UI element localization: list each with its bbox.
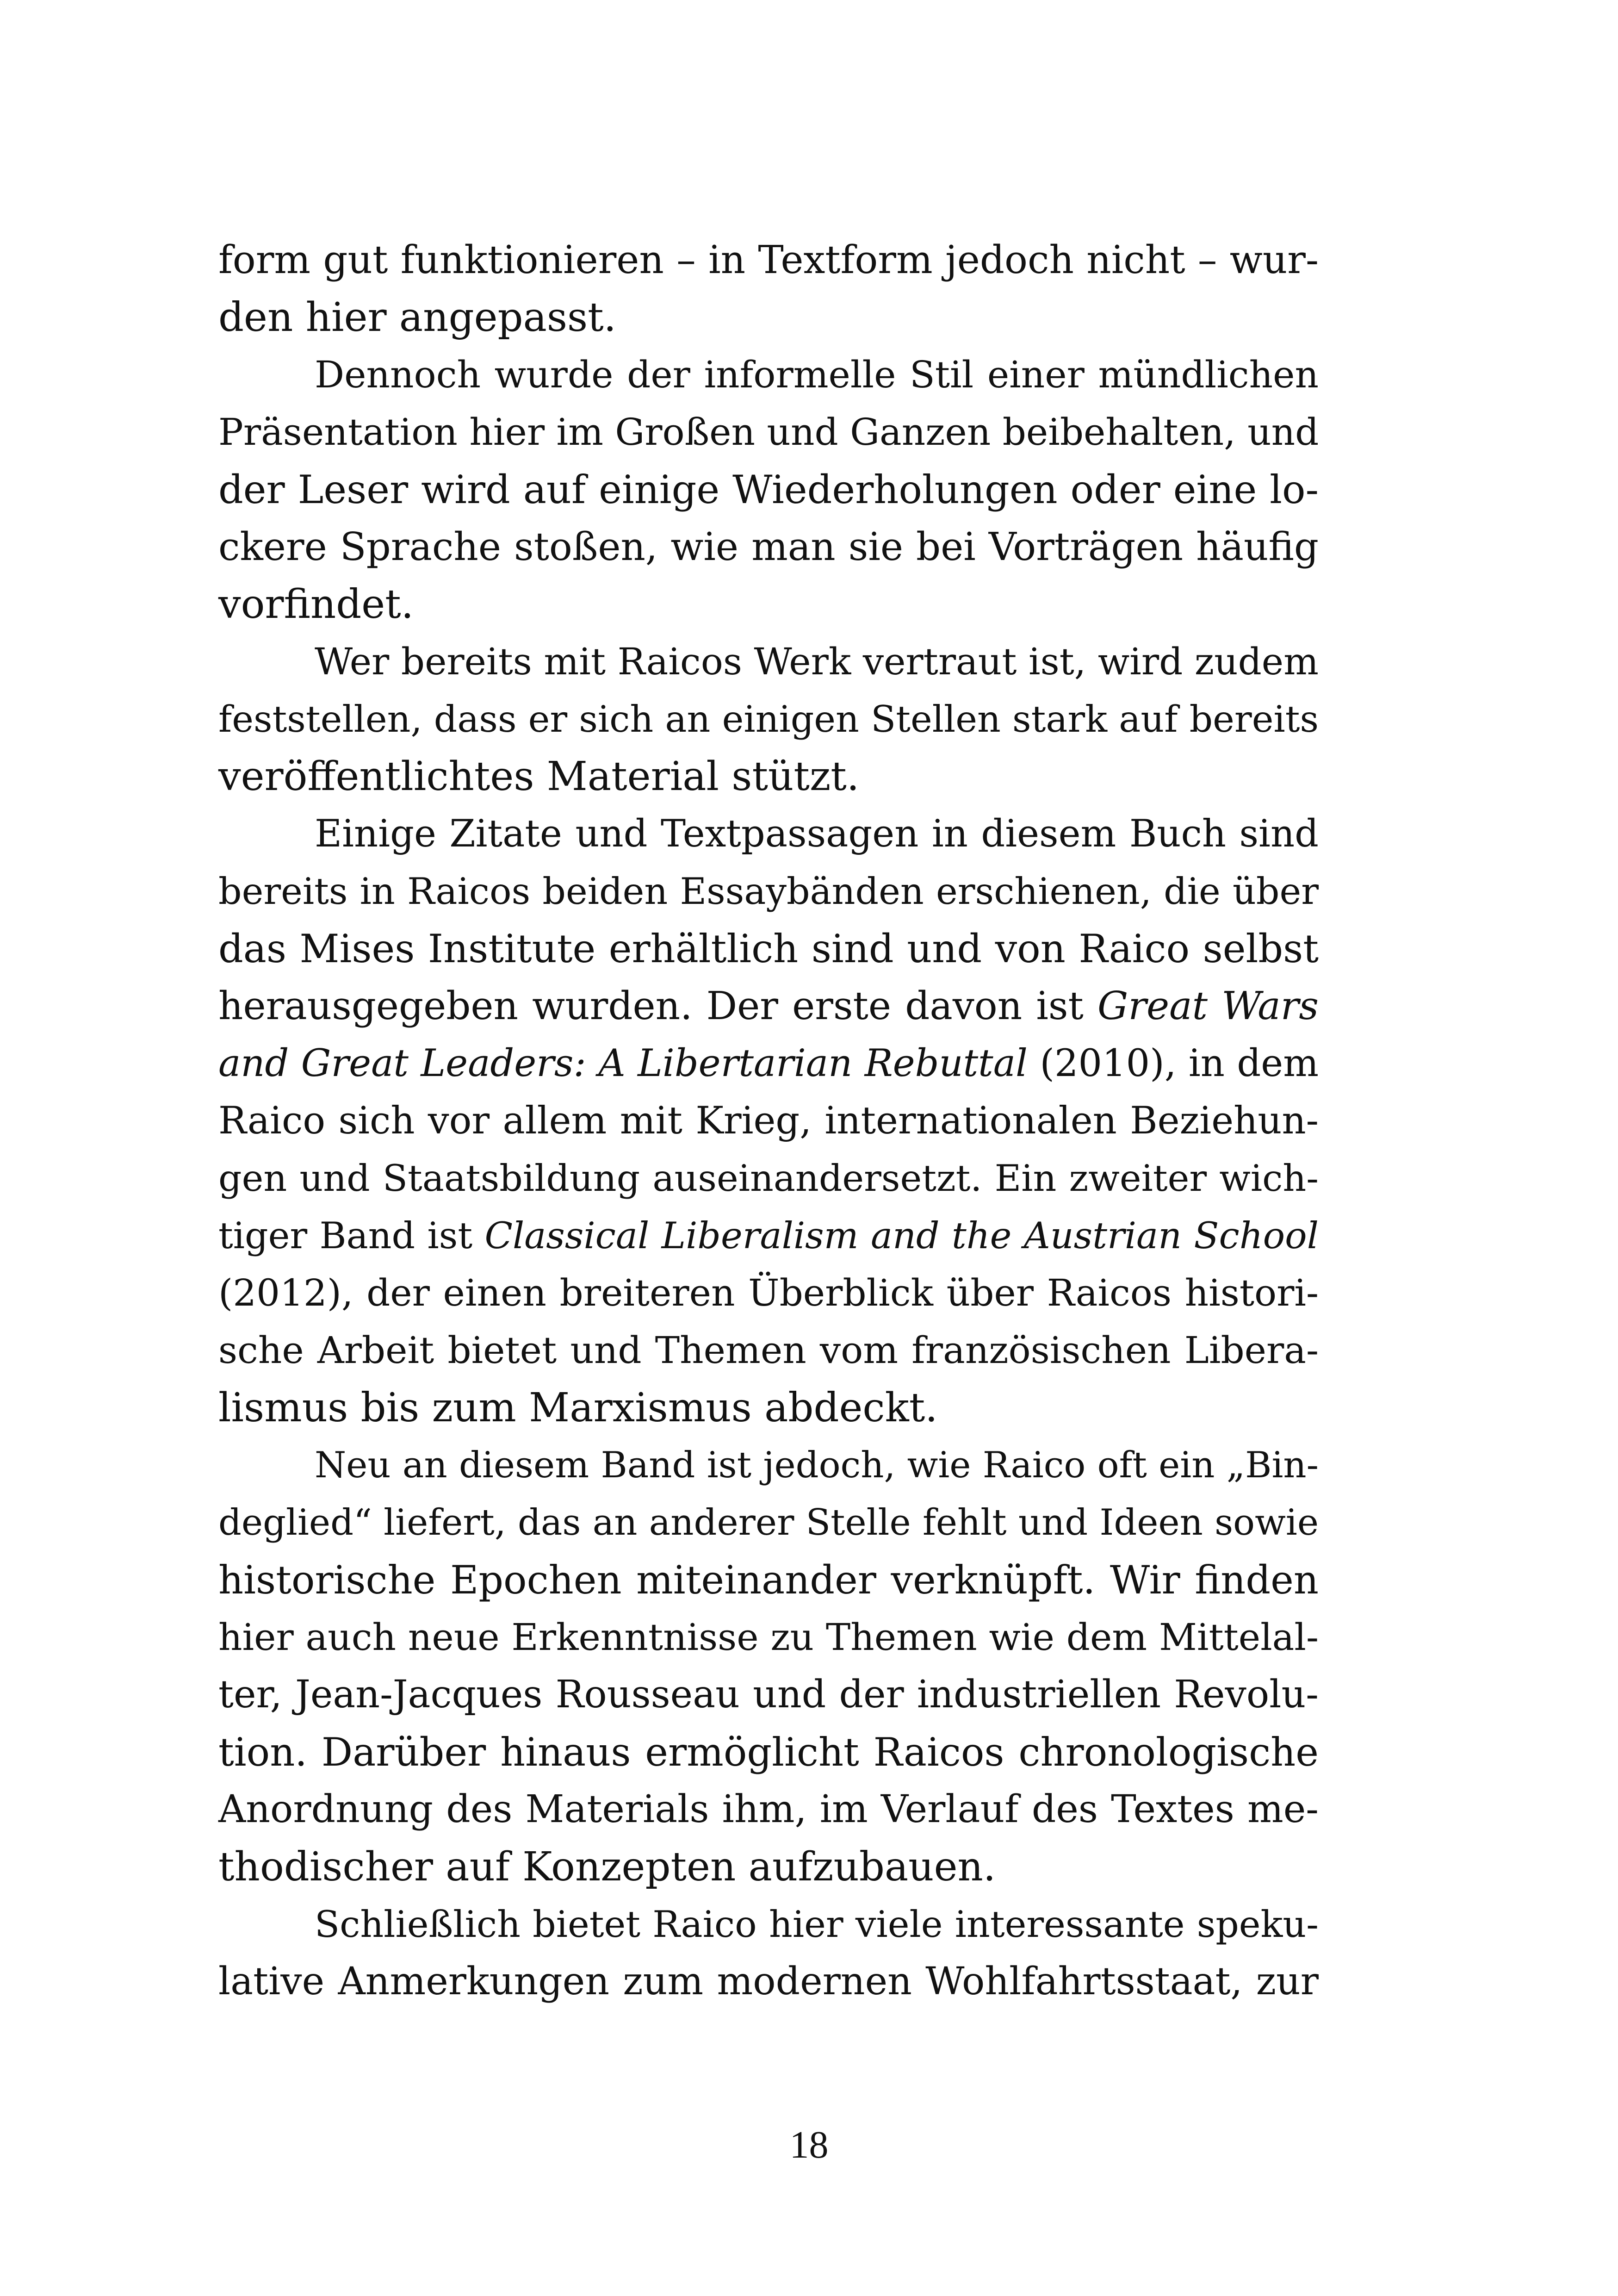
text-segment: Einige Zitate und Textpassagen in diesem Buch sind xyxy=(315,812,1319,856)
text-line xyxy=(218,1953,1319,2010)
text-segment: veröffentlichtes Material stützt. xyxy=(218,753,860,800)
text-segment: lative Anmerkungen zum modernen Wohlfahrtsstaat, zur xyxy=(218,1960,1319,2004)
text-line xyxy=(218,1724,1319,1781)
text-line xyxy=(218,748,1319,805)
text-segment: lismus bis zum Marxismus abdeckt. xyxy=(218,1385,938,1431)
text-segment: hier auch neue Erkenntnisse zu Themen wie dem Mittelal- xyxy=(218,1616,1319,1659)
paragraph xyxy=(218,1896,1319,2010)
text-line xyxy=(218,289,1319,346)
text-line xyxy=(218,805,1319,863)
text-segment: gen und Staatsbildung auseinandersetzt. Ein zweiter wich- xyxy=(218,1157,1319,1200)
text-line xyxy=(218,461,1319,518)
text-segment: Dennoch wurde der informelle Stil einer mündlichen xyxy=(315,353,1319,396)
text-segment: das Mises Institute erhältlich sind und von Raico selbst xyxy=(218,926,1319,971)
text-line xyxy=(218,346,1319,404)
text-line xyxy=(218,518,1319,576)
text-segment: historische Epochen miteinander verknüpft. Wir finden xyxy=(218,1557,1319,1603)
text-segment: Raico sich vor allem mit Krieg, internationalen Beziehun- xyxy=(218,1099,1319,1143)
text-segment: tion. Darüber hinaus ermöglicht Raicos chronologische xyxy=(218,1730,1319,1775)
text-line xyxy=(218,1092,1319,1150)
text-line xyxy=(218,1207,1319,1264)
text-line xyxy=(218,1781,1319,1838)
text-line xyxy=(218,1379,1319,1437)
page-number: 18 xyxy=(789,2123,829,2166)
text-line xyxy=(218,1666,1319,1724)
text-segment: deglied“ liefert, das an anderer Stelle fehlt und Ideen sowie xyxy=(218,1502,1319,1543)
text-segment: bereits in Raicos beiden Essaybänden erschienen, die über xyxy=(218,870,1319,913)
text-line xyxy=(218,1150,1319,1207)
paragraph xyxy=(218,1437,1319,1896)
text-line xyxy=(218,1609,1319,1666)
paragraph xyxy=(218,346,1319,633)
text-segment: Anordnung des Materials ihm, im Verlauf des Textes me- xyxy=(218,1787,1319,1831)
text-segment: form gut funktionieren – in Textform jedoch nicht – wur- xyxy=(218,237,1319,282)
text-segment: Schließlich bietet Raico hier viele interessante speku- xyxy=(315,1903,1319,1946)
text-segment: herausgegeben wurden. Der erste davon ist xyxy=(218,983,1098,1028)
text-segment: vorfindet. xyxy=(218,581,414,628)
text-segment: feststellen, dass er sich an einigen Stellen stark auf bereits xyxy=(218,698,1319,740)
text-segment: Neu an diesem Band ist jedoch, wie Raico oft ein „Bin- xyxy=(315,1444,1319,1486)
text-segment: thodischer auf Konzepten aufzubauen. xyxy=(218,1844,996,1890)
italic-title: and Great Leaders: A Libertarian Rebuttal xyxy=(218,1042,1028,1085)
text-line xyxy=(218,1551,1319,1609)
text-segment: ckere Sprache stoßen, wie man sie bei Vorträgen häufig xyxy=(218,524,1319,569)
text-segment: Präsentation hier im Großen und Ganzen beibehalten, und xyxy=(218,411,1319,454)
text-segment: (2012), der einen breiteren Überblick über Raicos histori- xyxy=(218,1271,1319,1314)
text-line xyxy=(218,691,1319,748)
text-segment: ter, Jean-Jacques Rousseau und der industriellen Revolu- xyxy=(218,1673,1319,1717)
text-segment: sche Arbeit bietet und Themen vom französischen Libera- xyxy=(218,1329,1319,1372)
body-text xyxy=(218,231,1319,2010)
text-segment: Wer bereits mit Raicos Werk vertraut ist, wird zudem xyxy=(315,640,1319,683)
text-line xyxy=(218,1035,1319,1092)
italic-title: Great Wars xyxy=(1097,983,1319,1028)
text-segment: der Leser wird auf einige Wiederholungen oder eine lo- xyxy=(218,467,1319,512)
paragraph xyxy=(218,231,1319,346)
text-line xyxy=(218,576,1319,633)
paragraph xyxy=(218,633,1319,805)
text-segment: (2010), in dem xyxy=(1027,1042,1319,1085)
text-line xyxy=(218,404,1319,461)
text-line xyxy=(218,231,1319,289)
text-line xyxy=(218,1437,1319,1494)
text-line xyxy=(218,920,1319,977)
paragraph xyxy=(218,805,1319,1437)
text-segment: tiger Band ist xyxy=(218,1214,485,1257)
text-line xyxy=(218,1322,1319,1379)
text-line xyxy=(218,977,1319,1035)
text-line xyxy=(218,1896,1319,1953)
text-line xyxy=(218,1838,1319,1896)
italic-title: Classical Liberalism and the Austrian School xyxy=(484,1214,1319,1257)
text-line xyxy=(218,1494,1319,1551)
text-line xyxy=(218,863,1319,920)
text-segment: den hier angepasst. xyxy=(218,294,616,341)
text-line xyxy=(218,1264,1319,1322)
text-line xyxy=(218,633,1319,691)
